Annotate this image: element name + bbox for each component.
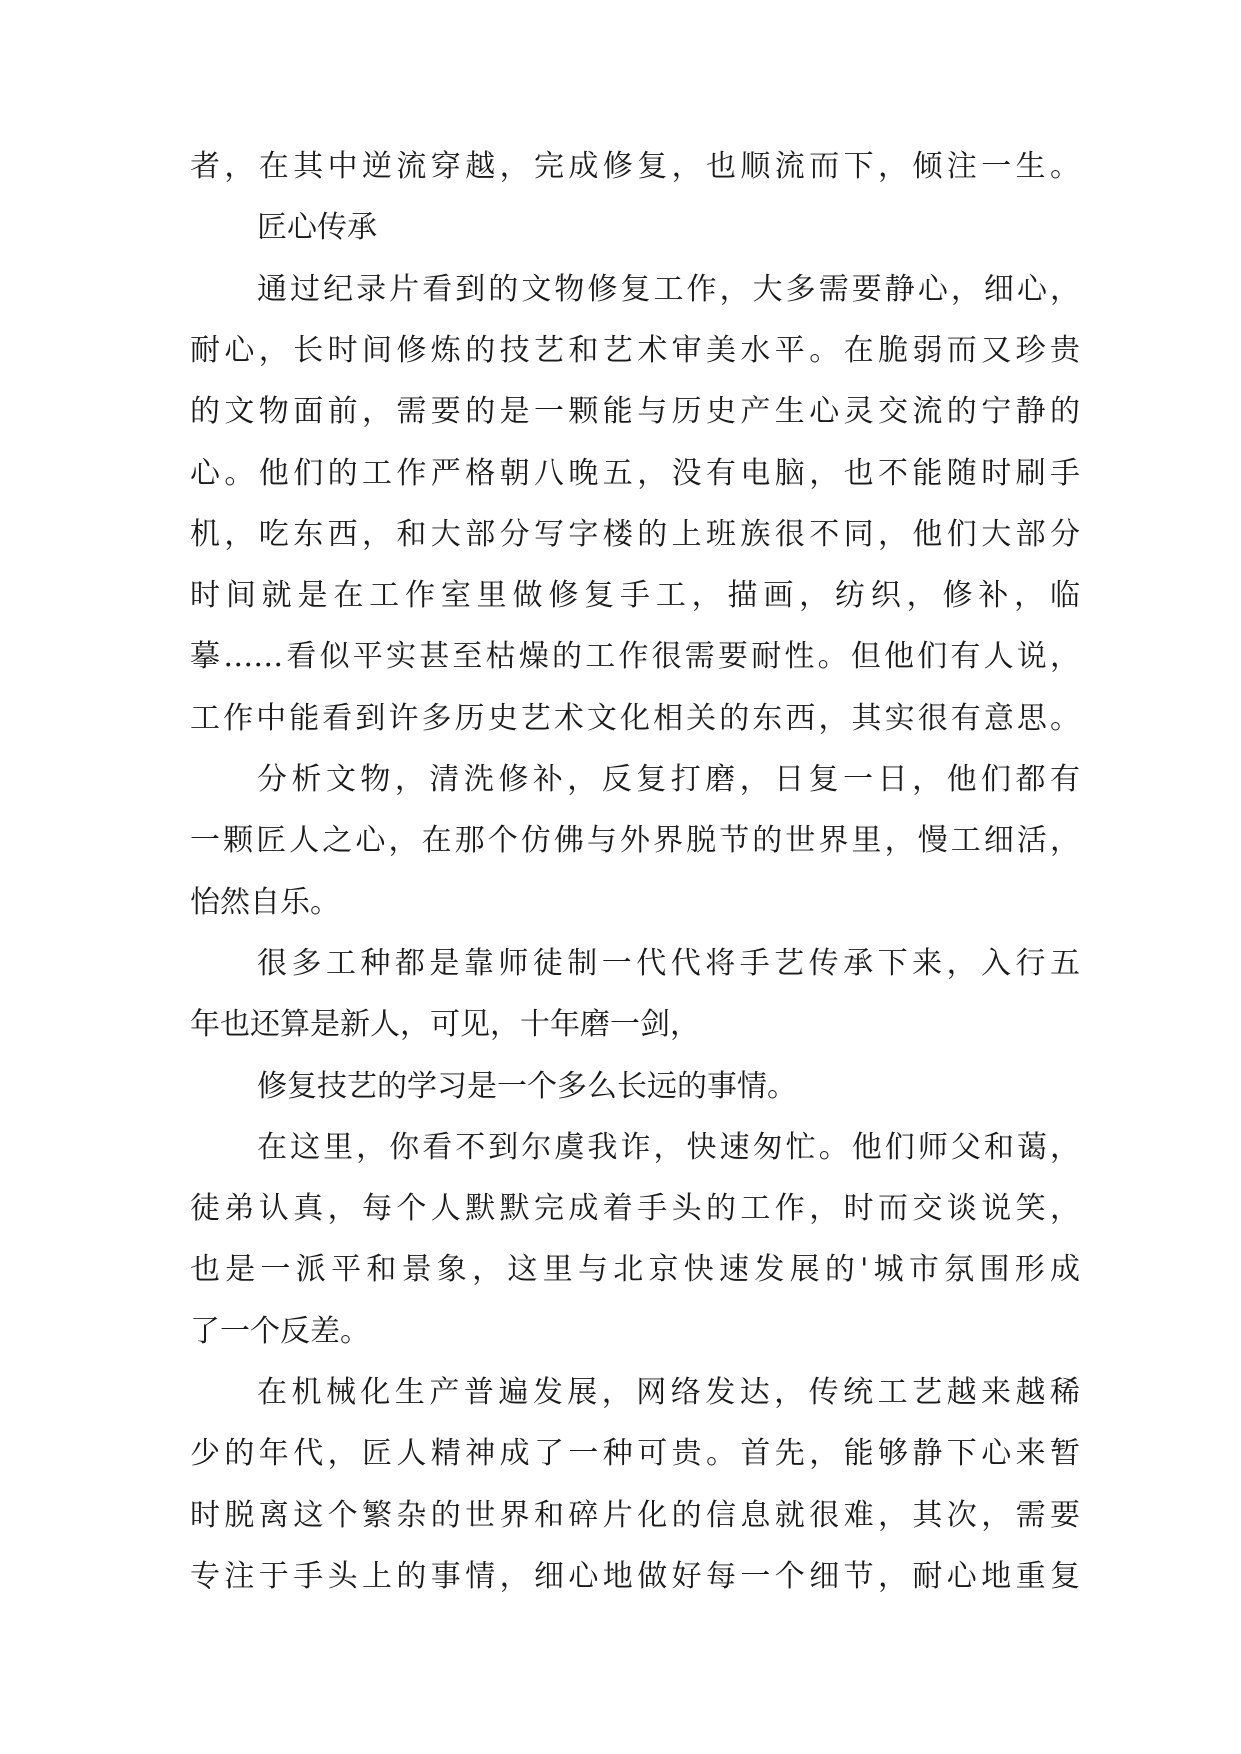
text-line: 怡然自乐。 xyxy=(190,885,340,920)
text-line: 在机械化生产普遍发展，网络发达，传统工艺越来越稀 xyxy=(257,1375,1080,1410)
text-line: 分析文物，清洗修补，反复打磨，日复一日，他们都有 xyxy=(257,762,1080,797)
text-line: 耐心，长时间修炼的技艺和艺术审美水平。在脆弱而又珍贵 xyxy=(190,333,1080,368)
text-line: 也是一派平和景象，这里与北京快速发展的'城市氛围形成 xyxy=(190,1252,1080,1287)
text-line: 在这里，你看不到尔虞我诈，快速匆忙。他们师父和蔼， xyxy=(257,1130,1080,1165)
text-line: 了一个反差。 xyxy=(190,1314,370,1349)
text-line: 徒弟认真，每个人默默完成着手头的工作，时而交谈说笑， xyxy=(190,1191,1080,1226)
text-line: 工作中能看到许多历史艺术文化相关的东西，其实很有意思。 xyxy=(190,701,1080,736)
text-line: 的文物面前，需要的是一颗能与历史产生心灵交流的宁静的 xyxy=(190,394,1080,429)
text-line: 一颗匠人之心，在那个仿佛与外界脱节的世界里，慢工细活， xyxy=(190,823,1080,858)
text-line: 匠心传承 xyxy=(257,210,377,245)
text-line: 修复技艺的学习是一个多么长远的事情。 xyxy=(257,1069,797,1104)
text-line: 机，吃东西，和大部分写字楼的上班族很不同，他们大部分 xyxy=(190,517,1080,552)
text-line: 专注于手头上的事情，细心地做好每一个细节，耐心地重复 xyxy=(190,1559,1080,1594)
text-line: 年也还算是新人，可见，十年磨一剑， xyxy=(190,1007,700,1042)
text-line: 时间就是在工作室里做修复手工，描画，纺织，修补，临 xyxy=(190,578,1080,613)
text-line: 很多工种都是靠师徒制一代代将手艺传承下来，入行五 xyxy=(257,946,1080,981)
text-line: 时脱离这个繁杂的世界和碎片化的信息就很难，其次，需要 xyxy=(190,1498,1080,1533)
text-line: 者，在其中逆流穿越，完成修复，也顺流而下，倾注一生。 xyxy=(190,149,1080,184)
text-line: 心。他们的工作严格朝八晚五，没有电脑，也不能随时刷手 xyxy=(190,456,1080,491)
text-line: 少的年代，匠人精神成了一种可贵。首先，能够静下心来暂 xyxy=(190,1436,1080,1471)
text-line: 摹……看似平实甚至枯燥的工作很需要耐性。但他们有人说， xyxy=(190,639,1080,674)
text-line: 通过纪录片看到的文物修复工作，大多需要静心，细心， xyxy=(257,272,1080,307)
